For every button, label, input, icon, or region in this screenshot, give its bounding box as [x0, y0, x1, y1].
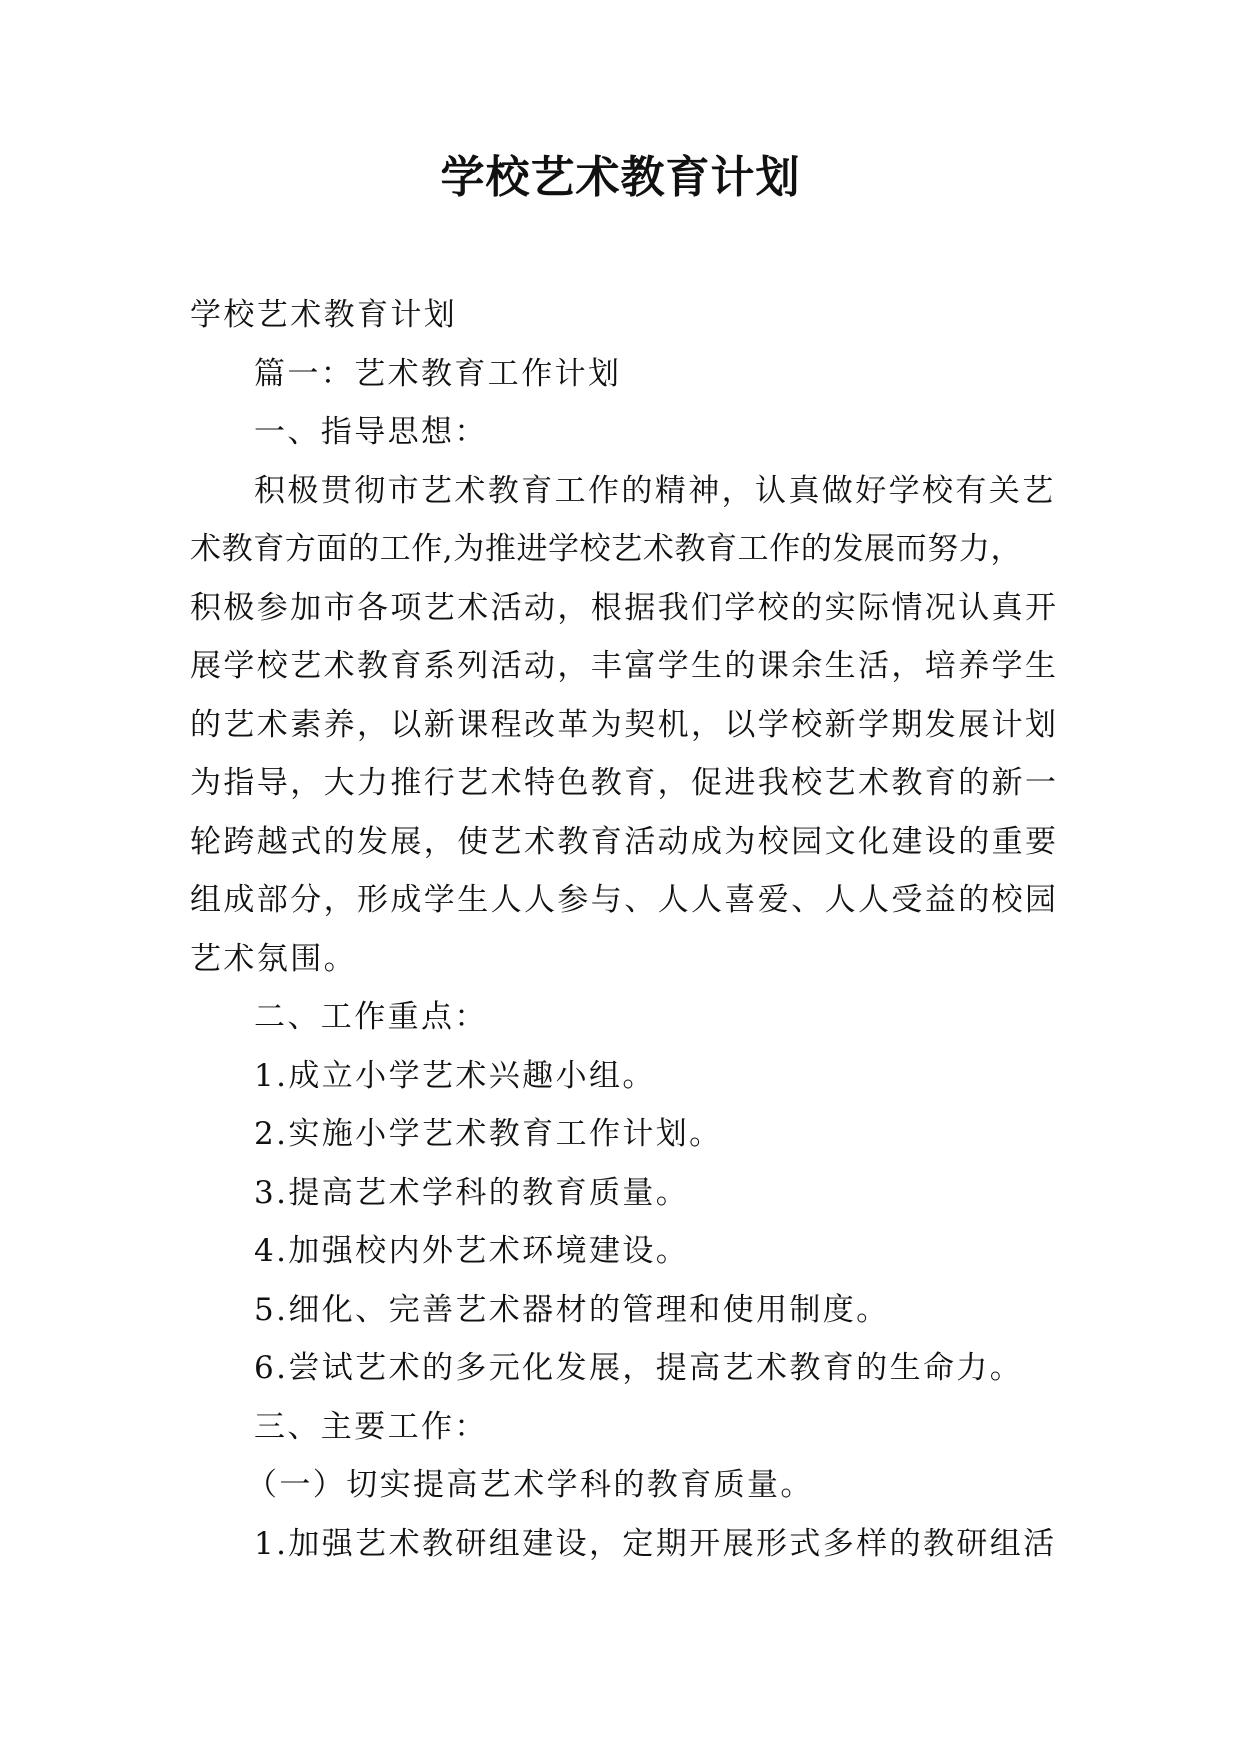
part2-list: [190, 1047, 1054, 1398]
list-item: 4.加强校内外艺术环境建设。: [254, 1233, 690, 1269]
paragraph-line: 积极贯彻市艺术教育工作的精神，认真做好学校有关艺: [254, 472, 1056, 509]
part3-subheading: （一）切实提高艺术学科的教育质量。: [246, 1467, 814, 1503]
part3-item: 1.加强艺术教研组建设，定期开展形式多样的教研组活: [254, 1525, 1057, 1562]
subtitle-line: 学校艺术教育计划: [190, 297, 458, 333]
document-title: 学校艺术教育计划: [440, 152, 801, 203]
paragraph-line: 轮跨越式的发展，使艺术教育活动成为校园文化建设的重要: [190, 823, 1059, 860]
section-heading: 篇一：艺术教育工作计划: [254, 355, 622, 392]
part1-heading: 一、指导思想：: [254, 414, 488, 450]
paragraph-line: 组成部分，形成学生人人参与、人人喜爱、人人受益的校园: [190, 882, 1059, 918]
list-item: 2.实施小学艺术教育工作计划。: [254, 1116, 723, 1152]
list-item: 5.细化、完善艺术器材的管理和使用制度。: [254, 1291, 890, 1328]
paragraph-line: 术教育方面的工作,为推进学校艺术教育工作的发展而努力，: [190, 531, 1023, 567]
part1-paragraph: [190, 462, 1059, 989]
list-item: 3.提高艺术学科的教育质量。: [254, 1174, 690, 1211]
paragraph-line: 的艺术素养，以新课程改革为契机，以学校新学期发展计划: [190, 706, 1059, 743]
paragraph-line: 积极参加市各项艺术活动，根据我们学校的实际情况认真开: [190, 589, 1059, 626]
document-body: [190, 286, 1059, 1573]
paragraph-line: 艺术氛围。: [190, 940, 357, 977]
paragraph-line: 展学校艺术教育系列活动，丰富学生的课余生活，培养学生: [190, 648, 1059, 684]
list-item: 6.尝试艺术的多元化发展，提高艺术教育的生命力。: [254, 1350, 1024, 1386]
paragraph-line: 为指导，大力推行艺术特色教育，促进我校艺术教育的新一: [190, 765, 1059, 801]
part2-heading: 二、工作重点：: [254, 999, 488, 1035]
part3-heading: 三、主要工作：: [254, 1408, 488, 1445]
list-item: 1.成立小学艺术兴趣小组。: [254, 1057, 656, 1094]
